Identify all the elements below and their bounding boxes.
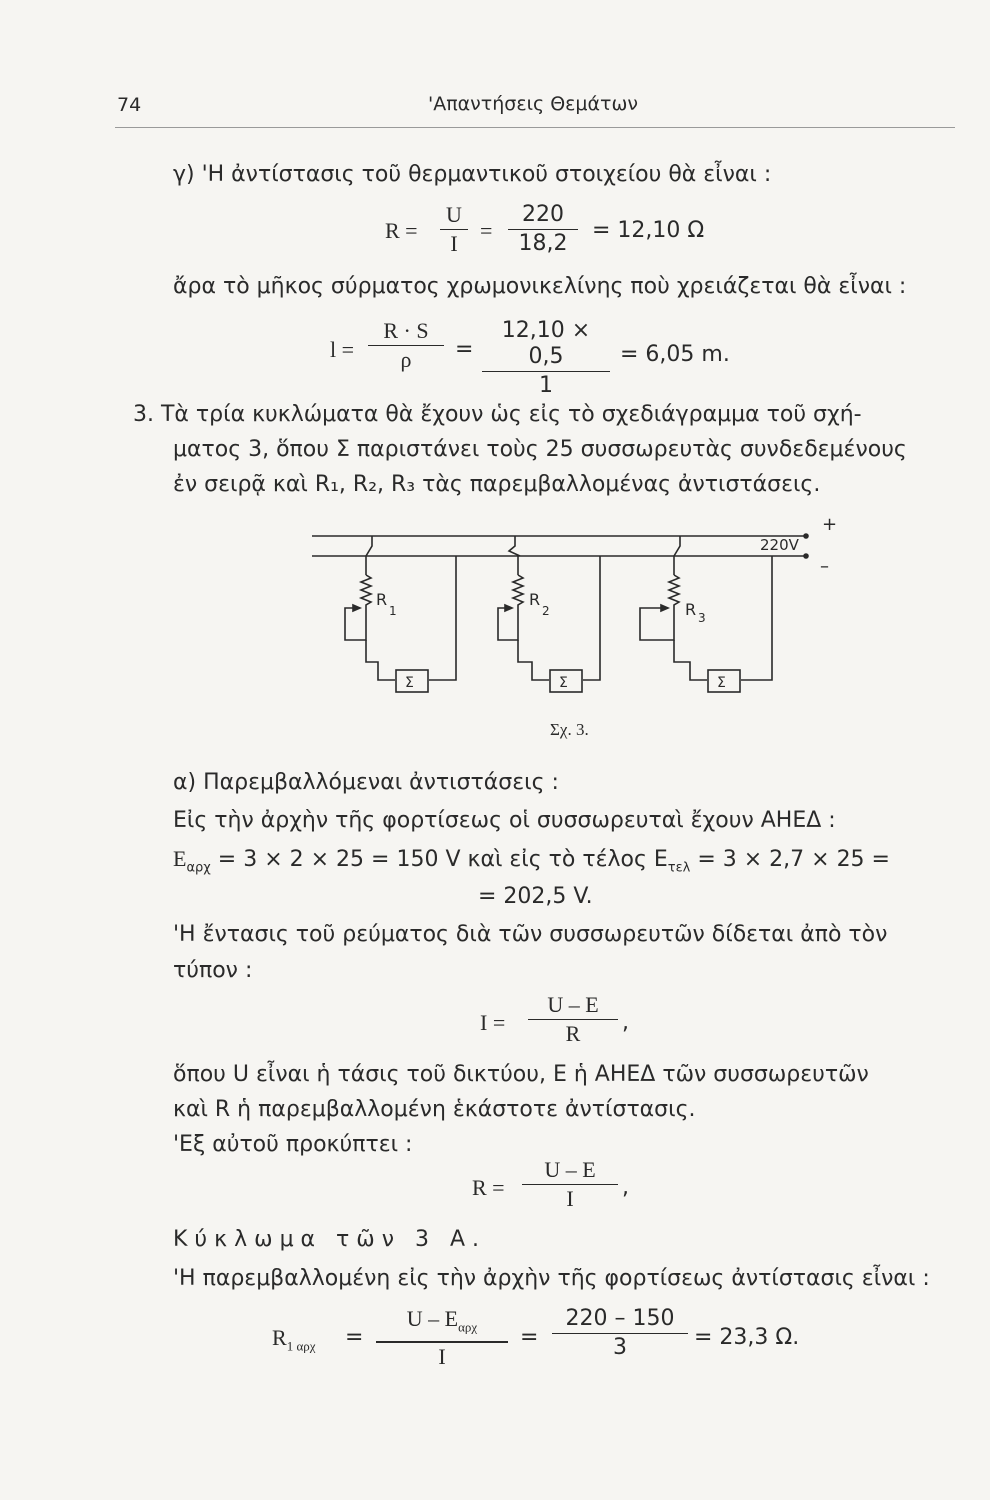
eq4-frac: U – E I [522,1157,618,1212]
eq4-lhs: R = [472,1175,505,1200]
eq1-frac-u-over-i: U I [440,202,468,257]
eq1-result: = 12,10 Ω [592,218,705,243]
section3-line1: 3. Τὰ τρία κυκλώματα θὰ ἔχουν ὡς εἰς τὸ σχεδιάγραμμα τοῦ σχή- [133,402,862,427]
voltage-label: 220V [760,536,799,554]
battery-label-3: Σ [717,675,726,691]
eq2-frac-values: 12,10 × 0,5 1 [482,318,610,399]
negative-terminal [804,554,808,558]
r3-subscript: 3 [698,611,706,625]
part-c-line2: ἄρα τὸ μῆκος σύρματος χρωμονικελίνης ποὺ χρειάζεται θὰ εἶναι : [173,274,907,299]
eq1-equals: = [480,218,493,243]
eq5-frac-symbolic: U – $E_{\alpha\rho\chi}$ I [376,1306,508,1370]
running-title: 'Απαντήσεις Θεμάτων [428,93,639,115]
eq3-tail: , [622,1010,629,1035]
part-a-line7: καὶ R ἡ παρεμβαλλομένη ἑκάστοτε ἀντίστασις. [173,1097,696,1122]
eq2-result: = 6,05 m. [620,342,730,367]
section3-line2: ματος 3, ὅπου Σ παριστάνει τοὺς 25 συσσωρευτὰς συνδεδεμένους [173,437,907,462]
figure-caption: Σχ. 3. [550,720,589,739]
eq2-frac-rs-over-rho: R · S ρ [368,318,444,373]
header-rule [115,127,955,128]
circuit-diagram [300,512,840,752]
r2-label: R [529,590,541,609]
part-a-line1: Εἰς τὴν ἀρχὴν τῆς φορτίσεως οἱ συσσωρευταὶ ἔχουν ΑΗΕΔ : [173,808,836,833]
minus-sign: – [820,556,829,577]
part-a-line2: $E_{\alpha\rho\chi} = 3 \times 2 \times 25 = 150$ V καὶ εἰς τὸ τέλος $E_{\tau\varepsilon\lambda} = 3 \times 2,7 \times 25$ = [173,846,890,876]
positive-terminal [804,534,808,538]
eq1-lhs: R = [385,218,418,243]
eq5-frac-values: 220 – 150 3 [552,1306,688,1361]
plus-sign: + [822,514,838,535]
r1-subscript: 1 [389,604,397,618]
eq5-equals-2: = [520,1325,539,1350]
part-a-line3: = 202,5 V. [478,884,593,909]
part-a-line5: τύπον : [173,958,253,983]
circuit-3a-title: Κύκλωμα τῶν 3 Α. [173,1227,487,1252]
r1-label: R [376,590,388,609]
part-a-line4: 'Η ἔντασις τοῦ ρεύματος διὰ τῶν συσσωρευτῶν δίδεται ἀπὸ τὸν [173,922,888,947]
eq5-result: = 23,3 Ω. [694,1325,800,1350]
eq3-lhs: I = [480,1010,506,1035]
eq4-tail: , [622,1175,629,1200]
part-c-intro: γ) 'Η ἀντίστασις τοῦ θερμαντικοῦ στοιχείου θὰ εἶναι : [173,162,772,187]
circuit-unit-1 [345,536,456,692]
eq5-lhs: $R_{1 \alpha\rho\chi}$ [272,1325,316,1354]
part-a-line9: 'Η παρεμβαλλομένη εἰς τὴν ἀρχὴν τῆς φορτίσεως ἀντίστασις εἶναι : [173,1266,930,1291]
part-a-line8: 'Εξ αὐτοῦ προκύπτει : [173,1132,413,1157]
eq2-equals: = [455,337,474,362]
r2-subscript: 2 [542,604,550,618]
section3-line3: ἐν σειρᾷ καὶ R₁, R₂, R₃ τὰς παρεμβαλλομένας ἀντιστάσεις. [173,472,821,497]
battery-label-2: Σ [559,675,568,691]
eq1-frac-values: 220 18,2 [508,202,578,257]
r3-label: R [685,600,697,619]
page-number: 74 [117,94,142,116]
eq3-frac: U – E R [528,992,618,1047]
circuit-unit-3 [640,536,772,692]
eq5-equals-1: = [345,1325,364,1350]
part-a-heading: α) Παρεμβαλλόμεναι ἀντιστάσεις : [173,770,559,795]
eq2-lhs: l = [330,337,355,362]
battery-label-1: Σ [405,675,414,691]
part-a-line6: ὅπου U εἶναι ἡ τάσις τοῦ δικτύου, E ἡ ΑΗΕΔ τῶν συσσωρευτῶν [173,1062,869,1087]
